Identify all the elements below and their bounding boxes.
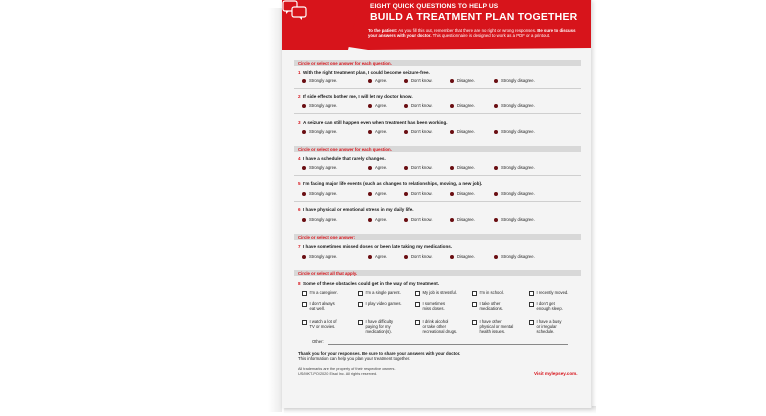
paper-shadow xyxy=(268,8,282,412)
radio-icon xyxy=(302,218,306,222)
option-strongly-agree[interactable]: Strongly agree. xyxy=(302,191,337,196)
question-3: 3 A seizure can still happen even when treatment has been working. xyxy=(298,120,448,125)
option-strongly-disagree[interactable]: Strongly disagree. xyxy=(494,103,535,108)
option-agree[interactable]: Agree. xyxy=(368,78,387,83)
radio-icon xyxy=(450,255,454,259)
option-dont-know[interactable]: Don't know. xyxy=(404,103,433,108)
option-disagree[interactable]: Disagree. xyxy=(450,78,475,83)
divider xyxy=(294,175,581,176)
checkbox-icon xyxy=(415,320,420,325)
option-agree[interactable]: Agree. xyxy=(368,254,387,259)
radio-icon xyxy=(368,255,372,259)
radio-icon xyxy=(368,130,372,134)
question-2: 2 If side effects bother me, I will let my doctor know. xyxy=(298,94,413,99)
option-disagree[interactable]: Disagree. xyxy=(450,103,475,108)
other-label: Other: xyxy=(312,339,324,344)
trademark-text: All trademarks are the property of their respective owners. US/MKT-PO/2020 Eisai Inc. All rights reserved. xyxy=(298,367,396,376)
checkbox-miss-doses[interactable]: I sometimes miss doses. xyxy=(415,302,445,312)
radio-icon xyxy=(494,166,498,170)
radio-icon xyxy=(494,218,498,222)
radio-icon xyxy=(450,104,454,108)
answer-options xyxy=(302,191,572,197)
radio-icon xyxy=(302,255,306,259)
answer-options xyxy=(302,254,572,260)
option-disagree[interactable]: Disagree. xyxy=(450,217,475,222)
radio-icon xyxy=(404,192,408,196)
option-agree[interactable]: Agree. xyxy=(368,103,387,108)
radio-icon xyxy=(368,218,372,222)
radio-icon xyxy=(450,166,454,170)
radio-icon xyxy=(450,130,454,134)
answer-options xyxy=(302,103,572,109)
radio-icon xyxy=(404,218,408,222)
option-dont-know[interactable]: Don't know. xyxy=(404,165,433,170)
question-4: 4 I have a schedule that rarely changes. xyxy=(298,156,386,161)
option-dont-know[interactable]: Don't know. xyxy=(404,254,433,259)
answer-options xyxy=(302,78,572,84)
radio-icon xyxy=(302,104,306,108)
checkbox-alcohol-drugs[interactable]: I drink alcohol or take other recreational drugs. xyxy=(415,320,457,335)
checkbox-icon xyxy=(472,320,477,325)
checkbox-eat-well[interactable]: I don't always eat well. xyxy=(302,302,335,312)
question-5: 5 I'm facing major life events (such as changes to relationships, moving, a new job). xyxy=(298,181,483,186)
radio-icon xyxy=(368,79,372,83)
document-header xyxy=(282,0,592,50)
option-dont-know[interactable]: Don't know. xyxy=(404,129,433,134)
section-instruction-band: Circle or select one answer for each question. xyxy=(294,146,581,152)
checkbox-in-school[interactable]: I'm in school. xyxy=(472,291,504,296)
divider xyxy=(294,88,581,89)
checkbox-job-stressful[interactable]: My job is stressful. xyxy=(415,291,457,296)
section-instruction-band: Circle or select one answer: xyxy=(294,234,581,240)
checkbox-enough-sleep[interactable]: I don't get enough sleep. xyxy=(529,302,563,312)
radio-icon xyxy=(450,192,454,196)
option-dont-know[interactable]: Don't know. xyxy=(404,191,433,196)
other-input-line[interactable] xyxy=(328,344,568,345)
option-strongly-disagree[interactable]: Strongly disagree. xyxy=(494,191,535,196)
radio-icon xyxy=(494,104,498,108)
radio-icon xyxy=(404,166,408,170)
answer-options xyxy=(302,129,572,135)
option-strongly-disagree[interactable]: Strongly disagree. xyxy=(494,254,535,259)
checkbox-tv-movies[interactable]: I watch a lot of TV or movies. xyxy=(302,320,337,330)
checkbox-single-parent[interactable]: I'm a single parent. xyxy=(358,291,401,296)
option-disagree[interactable]: Disagree. xyxy=(450,191,475,196)
radio-icon xyxy=(302,192,306,196)
radio-icon xyxy=(494,255,498,259)
option-strongly-disagree[interactable]: Strongly disagree. xyxy=(494,129,535,134)
website-link[interactable]: Visit mylepsey.com. xyxy=(534,371,578,376)
option-disagree[interactable]: Disagree. xyxy=(450,129,475,134)
answer-options xyxy=(302,165,572,171)
option-agree[interactable]: Agree. xyxy=(368,217,387,222)
checkbox-caregiver[interactable]: I'm a caregiver. xyxy=(302,291,338,296)
question-6: 6 I have physical or emotional stress in my daily life. xyxy=(298,207,414,212)
radio-icon xyxy=(302,130,306,134)
checkbox-recently-moved[interactable]: I recently moved. xyxy=(529,291,568,296)
radio-icon xyxy=(404,130,408,134)
checkbox-video-games[interactable]: I play video games. xyxy=(358,302,402,307)
answer-options xyxy=(302,217,572,223)
radio-icon xyxy=(368,166,372,170)
option-disagree[interactable]: Disagree. xyxy=(450,254,475,259)
option-strongly-agree[interactable]: Strongly agree. xyxy=(302,217,337,222)
option-disagree[interactable]: Disagree. xyxy=(450,165,475,170)
radio-icon xyxy=(494,79,498,83)
checkbox-paying-medication[interactable]: I have difficulty paying for my medication(s). xyxy=(358,320,393,335)
checkbox-icon xyxy=(358,291,363,296)
header-intro: To the patient: As you fill this out, remember that there are no right or wrong responses. Be sure to discuss your answers with your doctor. This questionnaire is designed to work as a PDF or a printout. xyxy=(368,28,576,39)
option-dont-know[interactable]: Don't know. xyxy=(404,78,433,83)
radio-icon xyxy=(450,218,454,222)
option-agree[interactable]: Agree. xyxy=(368,165,387,170)
checkbox-icon xyxy=(415,302,420,307)
radio-icon xyxy=(450,79,454,83)
option-strongly-disagree[interactable]: Strongly disagree. xyxy=(494,165,535,170)
section-instruction-band: Circle or select one answer for each question. xyxy=(294,60,581,66)
radio-icon xyxy=(368,192,372,196)
checkbox-icon xyxy=(302,302,307,307)
checkbox-icon xyxy=(472,302,477,307)
checkbox-icon xyxy=(302,320,307,325)
radio-icon xyxy=(494,192,498,196)
option-agree[interactable]: Agree. xyxy=(368,191,387,196)
option-agree[interactable]: Agree. xyxy=(368,129,387,134)
section-instruction-band: Circle or select all that apply. xyxy=(294,270,581,276)
radio-icon xyxy=(494,130,498,134)
option-strongly-agree[interactable]: Strongly agree. xyxy=(302,78,337,83)
thank-you-text: Thank you for your responses. Be sure to share your answers with your doctor. This information can help you plan your treatment together. xyxy=(298,351,461,362)
question-7: 7 I have sometimes missed doses or been late taking my medications. xyxy=(298,244,453,249)
checkbox-icon xyxy=(358,302,363,307)
checkbox-icon xyxy=(358,320,363,325)
question-1: 1 With the right treatment plan, I could become seizure-free. xyxy=(298,70,430,75)
checkbox-icon xyxy=(529,320,534,325)
checkbox-icon xyxy=(529,302,534,307)
chat-bubbles-icon xyxy=(282,0,308,20)
question-8: 8 Some of these obstacles could get in the way of my treatment. xyxy=(298,281,440,286)
radio-icon xyxy=(404,104,408,108)
radio-icon xyxy=(302,79,306,83)
option-strongly-disagree[interactable]: Strongly disagree. xyxy=(494,217,535,222)
radio-icon xyxy=(302,166,306,170)
option-strongly-agree[interactable]: Strongly agree. xyxy=(302,103,337,108)
checkbox-icon xyxy=(472,291,477,296)
option-strongly-agree[interactable]: Strongly agree. xyxy=(302,254,337,259)
radio-icon xyxy=(368,104,372,108)
header-title: BUILD A TREATMENT PLAN TOGETHER xyxy=(370,11,578,23)
option-strongly-agree[interactable]: Strongly agree. xyxy=(302,129,337,134)
questionnaire-document xyxy=(282,0,592,408)
checkbox-icon xyxy=(302,291,307,296)
header-subtitle: EIGHT QUICK QUESTIONS TO HELP US xyxy=(370,3,499,10)
divider xyxy=(294,201,581,202)
checkbox-icon xyxy=(529,291,534,296)
radio-icon xyxy=(404,79,408,83)
checkbox-busy-schedule[interactable]: I have a busy or irregular schedule. xyxy=(529,320,561,335)
option-strongly-agree[interactable]: Strongly agree. xyxy=(302,165,337,170)
checkbox-icon xyxy=(415,291,420,296)
checkbox-health-issues[interactable]: I have other physical or mental health issues. xyxy=(472,320,513,335)
option-dont-know[interactable]: Don't know. xyxy=(404,217,433,222)
divider xyxy=(294,113,581,114)
option-strongly-disagree[interactable]: Strongly disagree. xyxy=(494,78,535,83)
checkbox-other-medications[interactable]: I take other medications. xyxy=(472,302,503,312)
radio-icon xyxy=(404,255,408,259)
